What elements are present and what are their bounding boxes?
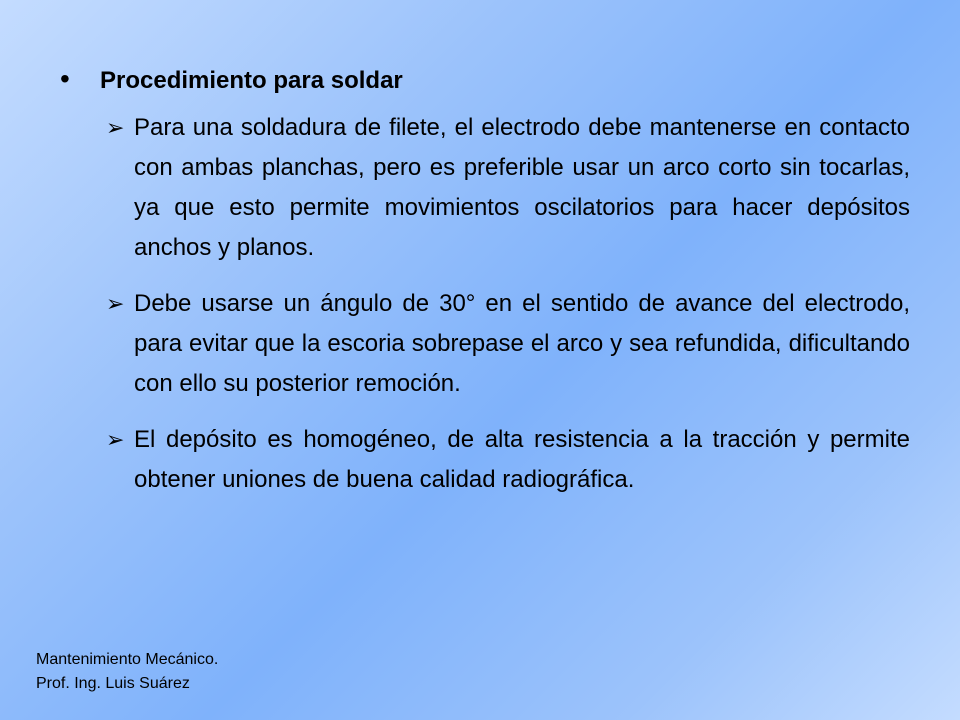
footer-author: Prof. Ing. Luis Suárez [36, 675, 190, 692]
main-bullet [54, 62, 910, 98]
sub-bullet-text: Para una soldadura de filete, el electrodo debe mantenerse en contacto con ambas planchas, pero es preferible usar un arco corto sin tocarlas, ya que esto permite movimientos oscilatorios para hacer depósitos anchos y planos. [134, 114, 910, 261]
sub-bullet-2 [106, 284, 910, 404]
sub-bullet-3 [106, 420, 910, 500]
footer [36, 648, 218, 696]
slide-heading: Procedimiento para soldar [100, 67, 403, 94]
arrow-bullet-icon: ➢ [106, 115, 125, 140]
bullet-dot-icon: • [60, 63, 70, 94]
arrow-bullet-icon: ➢ [106, 427, 125, 452]
sub-bullet-text: El depósito es homogéneo, de alta resistencia a la tracción y permite obtener uniones de buena calidad radiográfica. [134, 426, 910, 493]
slide-content [54, 62, 910, 516]
footer-course: Mantenimiento Mecánico. [36, 651, 219, 668]
arrow-bullet-icon: ➢ [106, 291, 125, 316]
sub-bullet-text: Debe usarse un ángulo de 30° en el sentido de avance del electrodo, para evitar que la escoria sobrepase el arco y sea refundida, dificultando con ello su posterior remoción. [134, 290, 910, 397]
sub-bullet-1 [106, 108, 910, 268]
